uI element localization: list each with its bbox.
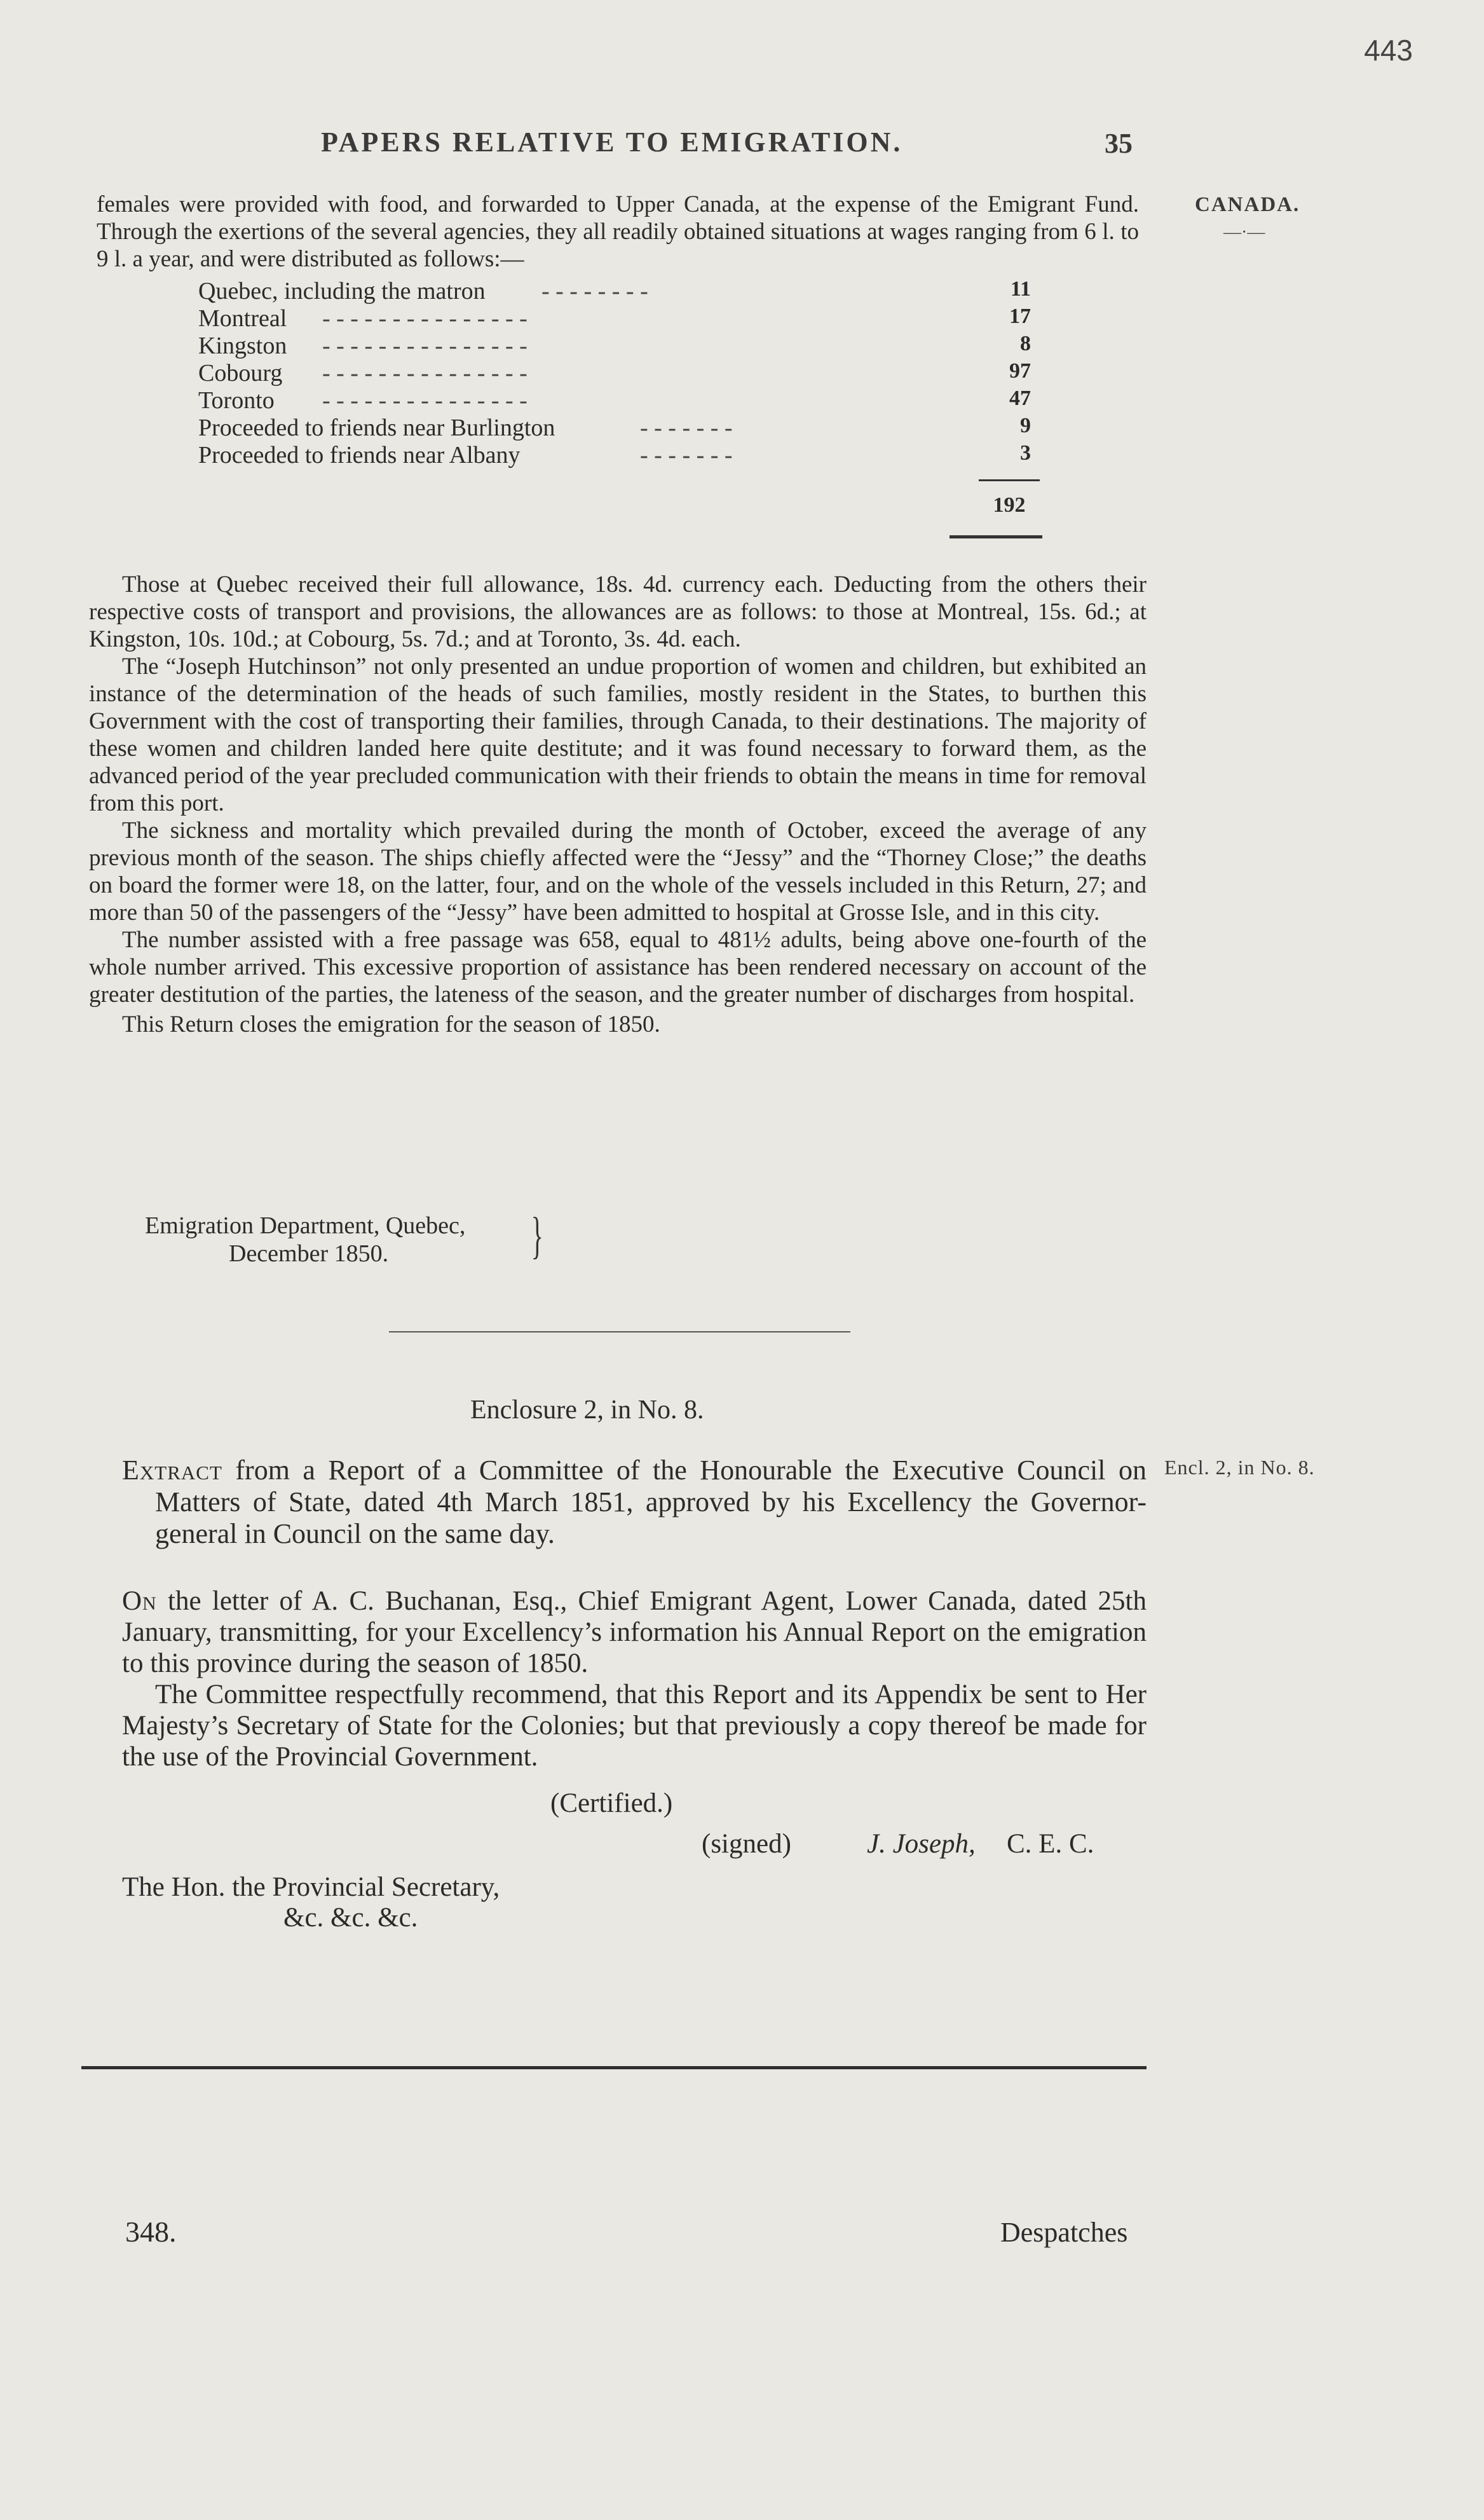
signature-title: C. E. C.	[1007, 1829, 1094, 1859]
paragraph-free-passage: The number assisted with a free passage was 658, equal to 481½ adults, being above one-fourth of the whole number arrived. This excessive proportion of assistance has been rendered necessary on account of the greater destitution of the parties, the lateness of the season, and the greater number of discharges from hospital.	[89, 927, 1147, 1008]
count: 11	[1010, 277, 1031, 301]
page-number: 35	[1105, 128, 1133, 159]
place-name: Cobourg	[198, 360, 283, 387]
paragraph-allowances: Those at Quebec received their full allowance, 18s. 4d. currency each. Deducting from the others their respective costs of transport and provisions, the allowances are as follows: to those at Montreal, 15s. 6d.; at Kingston, 10s. 10d.; at Cobourg, 5s. 7d.; and at Toronto, 3s. 4d. each.	[89, 572, 1147, 652]
place-name: Toronto	[198, 387, 275, 414]
count: 47	[1009, 387, 1031, 410]
place-name: Kingston	[198, 332, 287, 359]
table-row	[198, 305, 1044, 332]
margin-note-enclosure: Encl. 2, in No. 8.	[1164, 1456, 1315, 1479]
certified-note: (Certified.)	[550, 1788, 673, 1818]
leader-dots: - - - - - - - - - - - - - - -	[322, 360, 528, 387]
body-paragraphs	[89, 571, 1147, 1038]
report-block	[122, 1585, 1147, 1772]
place-name: Montreal	[198, 305, 287, 332]
table-row	[198, 332, 1044, 359]
enclosure-heading: Enclosure 2, in No. 8.	[470, 1395, 704, 1425]
table-row	[198, 387, 1044, 414]
report-paragraph-2: The Committee respectfully recommend, that this Report and its Appendix be sent to Her Majesty’s Secretary of State for the Colonies; but that previously a copy thereof be made for the use of the Provincial Government.	[122, 1680, 1147, 1772]
table-row	[198, 359, 1044, 387]
leader-dots: - - - - - - -	[640, 414, 733, 441]
extract-paragraph	[122, 1455, 1147, 1550]
signed-label: (signed)	[702, 1829, 791, 1859]
extract-block	[122, 1455, 1147, 1550]
signature-name: J. Joseph,	[867, 1829, 976, 1859]
leader-dots: - - - - - - - - - - - - - - -	[322, 387, 528, 414]
paragraph-joseph-hutchinson: The “Joseph Hutchinson” not only presented an undue proportion of women and children, but exhibited an instance of the determination of the heads of such families, mostly resident in the States, to burthen this Government with the cost of transporting their families, through Canada, to their destinations. The majority of these women and children landed here quite destitute; and it was found necessary to forward them, as the advanced period of the year precluded communication with their friends to obtain the means in time for removal from this port.	[89, 654, 1147, 816]
signoff-line-1: Emigration Department, Quebec,	[145, 1212, 466, 1239]
signoff-brace: }	[531, 1208, 543, 1264]
count: 17	[1009, 305, 1031, 328]
table-row	[198, 414, 1044, 441]
folio-number: 443	[1364, 34, 1413, 67]
report-paragraph-1	[122, 1585, 1147, 1679]
addressee-line-2: &c. &c. &c.	[283, 1903, 418, 1933]
report-lead: On	[122, 1586, 157, 1616]
extract-lead: Extract	[122, 1455, 222, 1486]
sum-rule	[979, 479, 1040, 481]
leader-dots: - - - - - - -	[640, 442, 733, 469]
count: 8	[1020, 332, 1031, 355]
report-text-1: the letter of A. C. Buchanan, Esq., Chief Emigrant Agent, Lower Canada, dated 25th January, transmitting, for your Excellency’s information his Annual Report on the emigration to this province during the season of 1850.	[122, 1586, 1147, 1678]
bottom-rule	[81, 2066, 1147, 2069]
margin-note-dash: —·—	[1223, 223, 1265, 242]
catchword-left: 348.	[125, 2215, 177, 2248]
paragraph-closing: This Return closes the emigration for the season of 1850.	[122, 1011, 660, 1037]
leader-dots: - - - - - - - -	[541, 278, 648, 305]
table-row	[198, 441, 1044, 469]
addressee-line-1: The Hon. the Provincial Secretary,	[122, 1872, 500, 1902]
table-row	[198, 277, 1044, 305]
opening-paragraph	[97, 191, 1139, 273]
paragraph-sickness: The sickness and mortality which prevailed during the month of October, exceed the average of any previous month of the season. The ships chiefly affected were the “Jessy” and the “Thorney Close;” the deaths on board the former were 18, on the latter, four, and on the whole of the vessels included in this Return, 27; and more than 50 of the passengers of the “Jessy” have been admitted to hospital at Grosse Isle, and in this city.	[89, 818, 1147, 926]
count: 97	[1009, 359, 1031, 383]
signoff-line-2: December 1850.	[229, 1240, 389, 1267]
running-title: PAPERS RELATIVE TO EMIGRATION.	[321, 127, 903, 158]
leader-dots: - - - - - - - - - - - - - - -	[322, 305, 528, 332]
count: 3	[1020, 441, 1031, 465]
total-double-rule	[950, 535, 1042, 538]
catchword-right: Despatches	[1000, 2217, 1128, 2248]
paragraph: females were provided with food, and forwarded to Upper Canada, at the expense of the Emigrant Fund. Through the exertions of the several agencies, they all readily obtained situations at wages ranging from 6 l. to 9 l. a year, and were distributed as follows:—	[97, 191, 1139, 272]
place-name: Proceeded to friends near Burlington	[198, 414, 555, 441]
place-name: Quebec, including the matron	[198, 278, 486, 305]
count: 9	[1020, 414, 1031, 437]
margin-note-canada: CANADA.	[1195, 193, 1300, 216]
leader-dots: - - - - - - - - - - - - - - -	[322, 332, 528, 359]
table-total: 192	[993, 493, 1026, 517]
place-name: Proceeded to friends near Albany	[198, 442, 521, 469]
extract-text: from a Report of a Committee of the Honourable the Executive Council on Matters of State, dated 4th March 1851, approved by his Excellency the Governor-general in Council on the same day.	[155, 1455, 1147, 1549]
section-divider	[389, 1331, 850, 1332]
